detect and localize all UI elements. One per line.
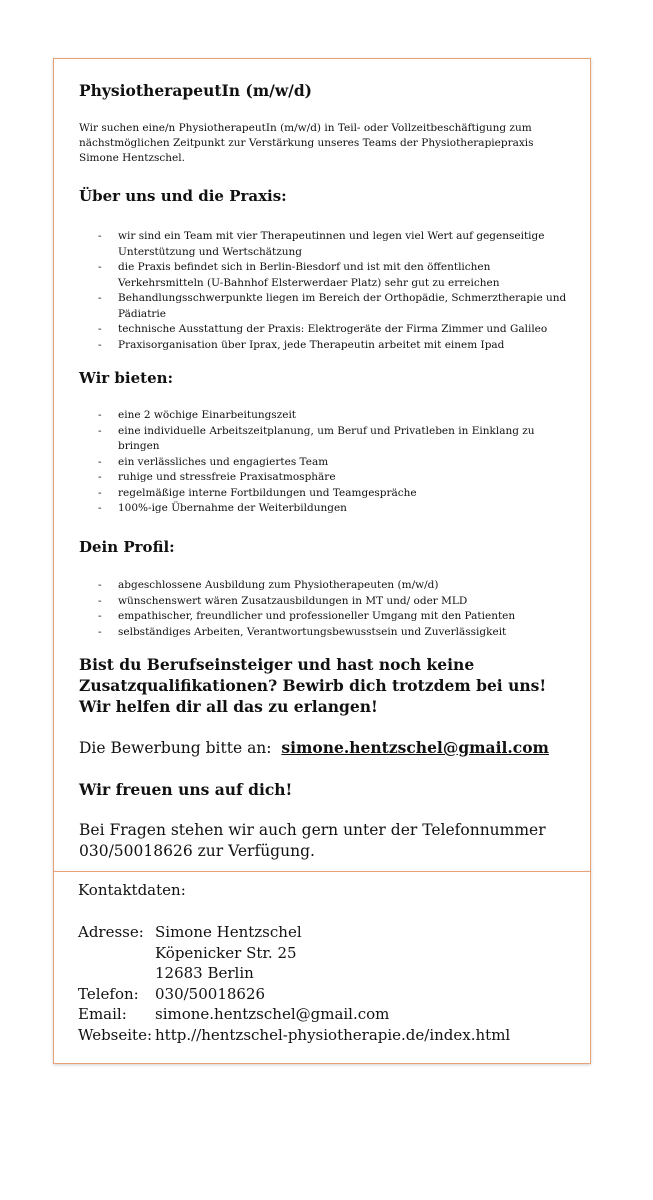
list-item: - abgeschlossene Ausbildung zum Physiotherapeuten (m/w/d) — [98, 579, 439, 591]
contact-heading: Kontaktdaten: — [78, 881, 186, 899]
list-item: - selbständiges Arbeiten, Verantwortungsbewusstsein und Zuverlässigkeit — [98, 625, 507, 638]
contact-card — [53, 871, 591, 1064]
application-line — [79, 737, 574, 759]
list-item: - Praxisorganisation über Iprax, jede Therapeutin arbeitet mit einem Ipad — [98, 338, 505, 351]
beginner-note: Bist du Berufseinsteiger und hast noch keine Zusatzqualifikationen? Bewirb dich trotzdem bei uns! Wir helfen dir all das zu erlangen! — [79, 655, 547, 716]
list-item: - wir sind ein Team mit vier Therapeutinnen und legen viel Wert auf gegenseitige Unterstützung und Wertschätzung — [98, 230, 545, 258]
profile-list — [79, 578, 569, 640]
list-item: - regelmäßige interne Fortbildungen und Teamgespräche — [98, 486, 417, 499]
list-item: - technische Ausstattung der Praxis: Elektrogeräte der Firma Zimmer und Galileo — [98, 323, 548, 335]
list-item: - eine 2 wöchige Einarbeitungszeit — [98, 409, 297, 421]
offer-heading: Wir bieten: — [79, 369, 174, 387]
list-item: - wünschenswert wären Zusatzausbildungen in MT und/ oder MLD — [98, 594, 468, 607]
closing-text: Wir freuen uns auf dich! — [79, 780, 293, 799]
about-heading: Über uns und die Praxis: — [79, 187, 287, 205]
list-item: - empathischer, freundlicher und professioneller Umgang mit den Patienten — [98, 610, 516, 622]
contact-website[interactable]: http.//hentzschel-physiotherapie.de/index.html — [155, 1026, 511, 1044]
list-item: - ein verlässliches und engagiertes Team — [98, 455, 329, 468]
job-intro: Wir suchen eine/n PhysiotherapeutIn (m/w/d) in Teil- oder Vollzeitbeschäftigung zum nächstmöglichen Zeitpunkt zur Verstärkung unseres Teams der Physiotherapiepraxis Simone Hentzschel. — [79, 122, 534, 164]
about-list — [79, 229, 569, 353]
list-item: - eine individuelle Arbeitszeitplanung, um Beruf und Privatleben in Einklang zu bringen — [98, 424, 535, 452]
list-item: - ruhige und stressfreie Praxisatmosphäre — [98, 471, 336, 483]
contact-name: Simone Hentzschel — [155, 923, 302, 941]
job-posting-card — [53, 58, 591, 872]
website-label: Webseite: — [78, 1026, 153, 1044]
questions-text: Bei Fragen stehen wir auch gern unter der Telefonnummer 030/50018626 zur Verfügung. — [79, 821, 546, 860]
email-label: Email: — [78, 1005, 127, 1023]
list-item: - die Praxis befindet sich in Berlin-Biesdorf und ist mit den öffentlichen Verkehrsmitteln (U-Bahnhof Elsterwerdaer Platz) sehr gut zu erreichen — [98, 261, 500, 289]
contact-street: Köpenicker Str. 25 — [155, 944, 297, 962]
address-label: Adresse: — [78, 923, 144, 941]
contact-city: 12683 Berlin — [155, 964, 254, 982]
list-item: - Behandlungsschwerpunkte liegen im Bereich der Orthopädie, Schmerztherapie und Pädiatrie — [98, 292, 567, 320]
contact-phone: 030/50018626 — [155, 985, 266, 1003]
profile-heading: Dein Profil: — [79, 538, 175, 556]
application-email-link[interactable]: simone.hentzschel@gmail.com — [281, 738, 549, 757]
list-item: - 100%-ige Übernahme der Weiterbildungen — [98, 502, 347, 514]
offer-list — [79, 408, 569, 517]
application-prefix: Die Bewerbung bitte an: — [79, 739, 272, 757]
job-title: PhysiotherapeutIn (m/w/d) — [79, 81, 312, 100]
phone-label: Telefon: — [78, 985, 139, 1003]
contact-email[interactable]: simone.hentzschel@gmail.com — [155, 1005, 390, 1023]
